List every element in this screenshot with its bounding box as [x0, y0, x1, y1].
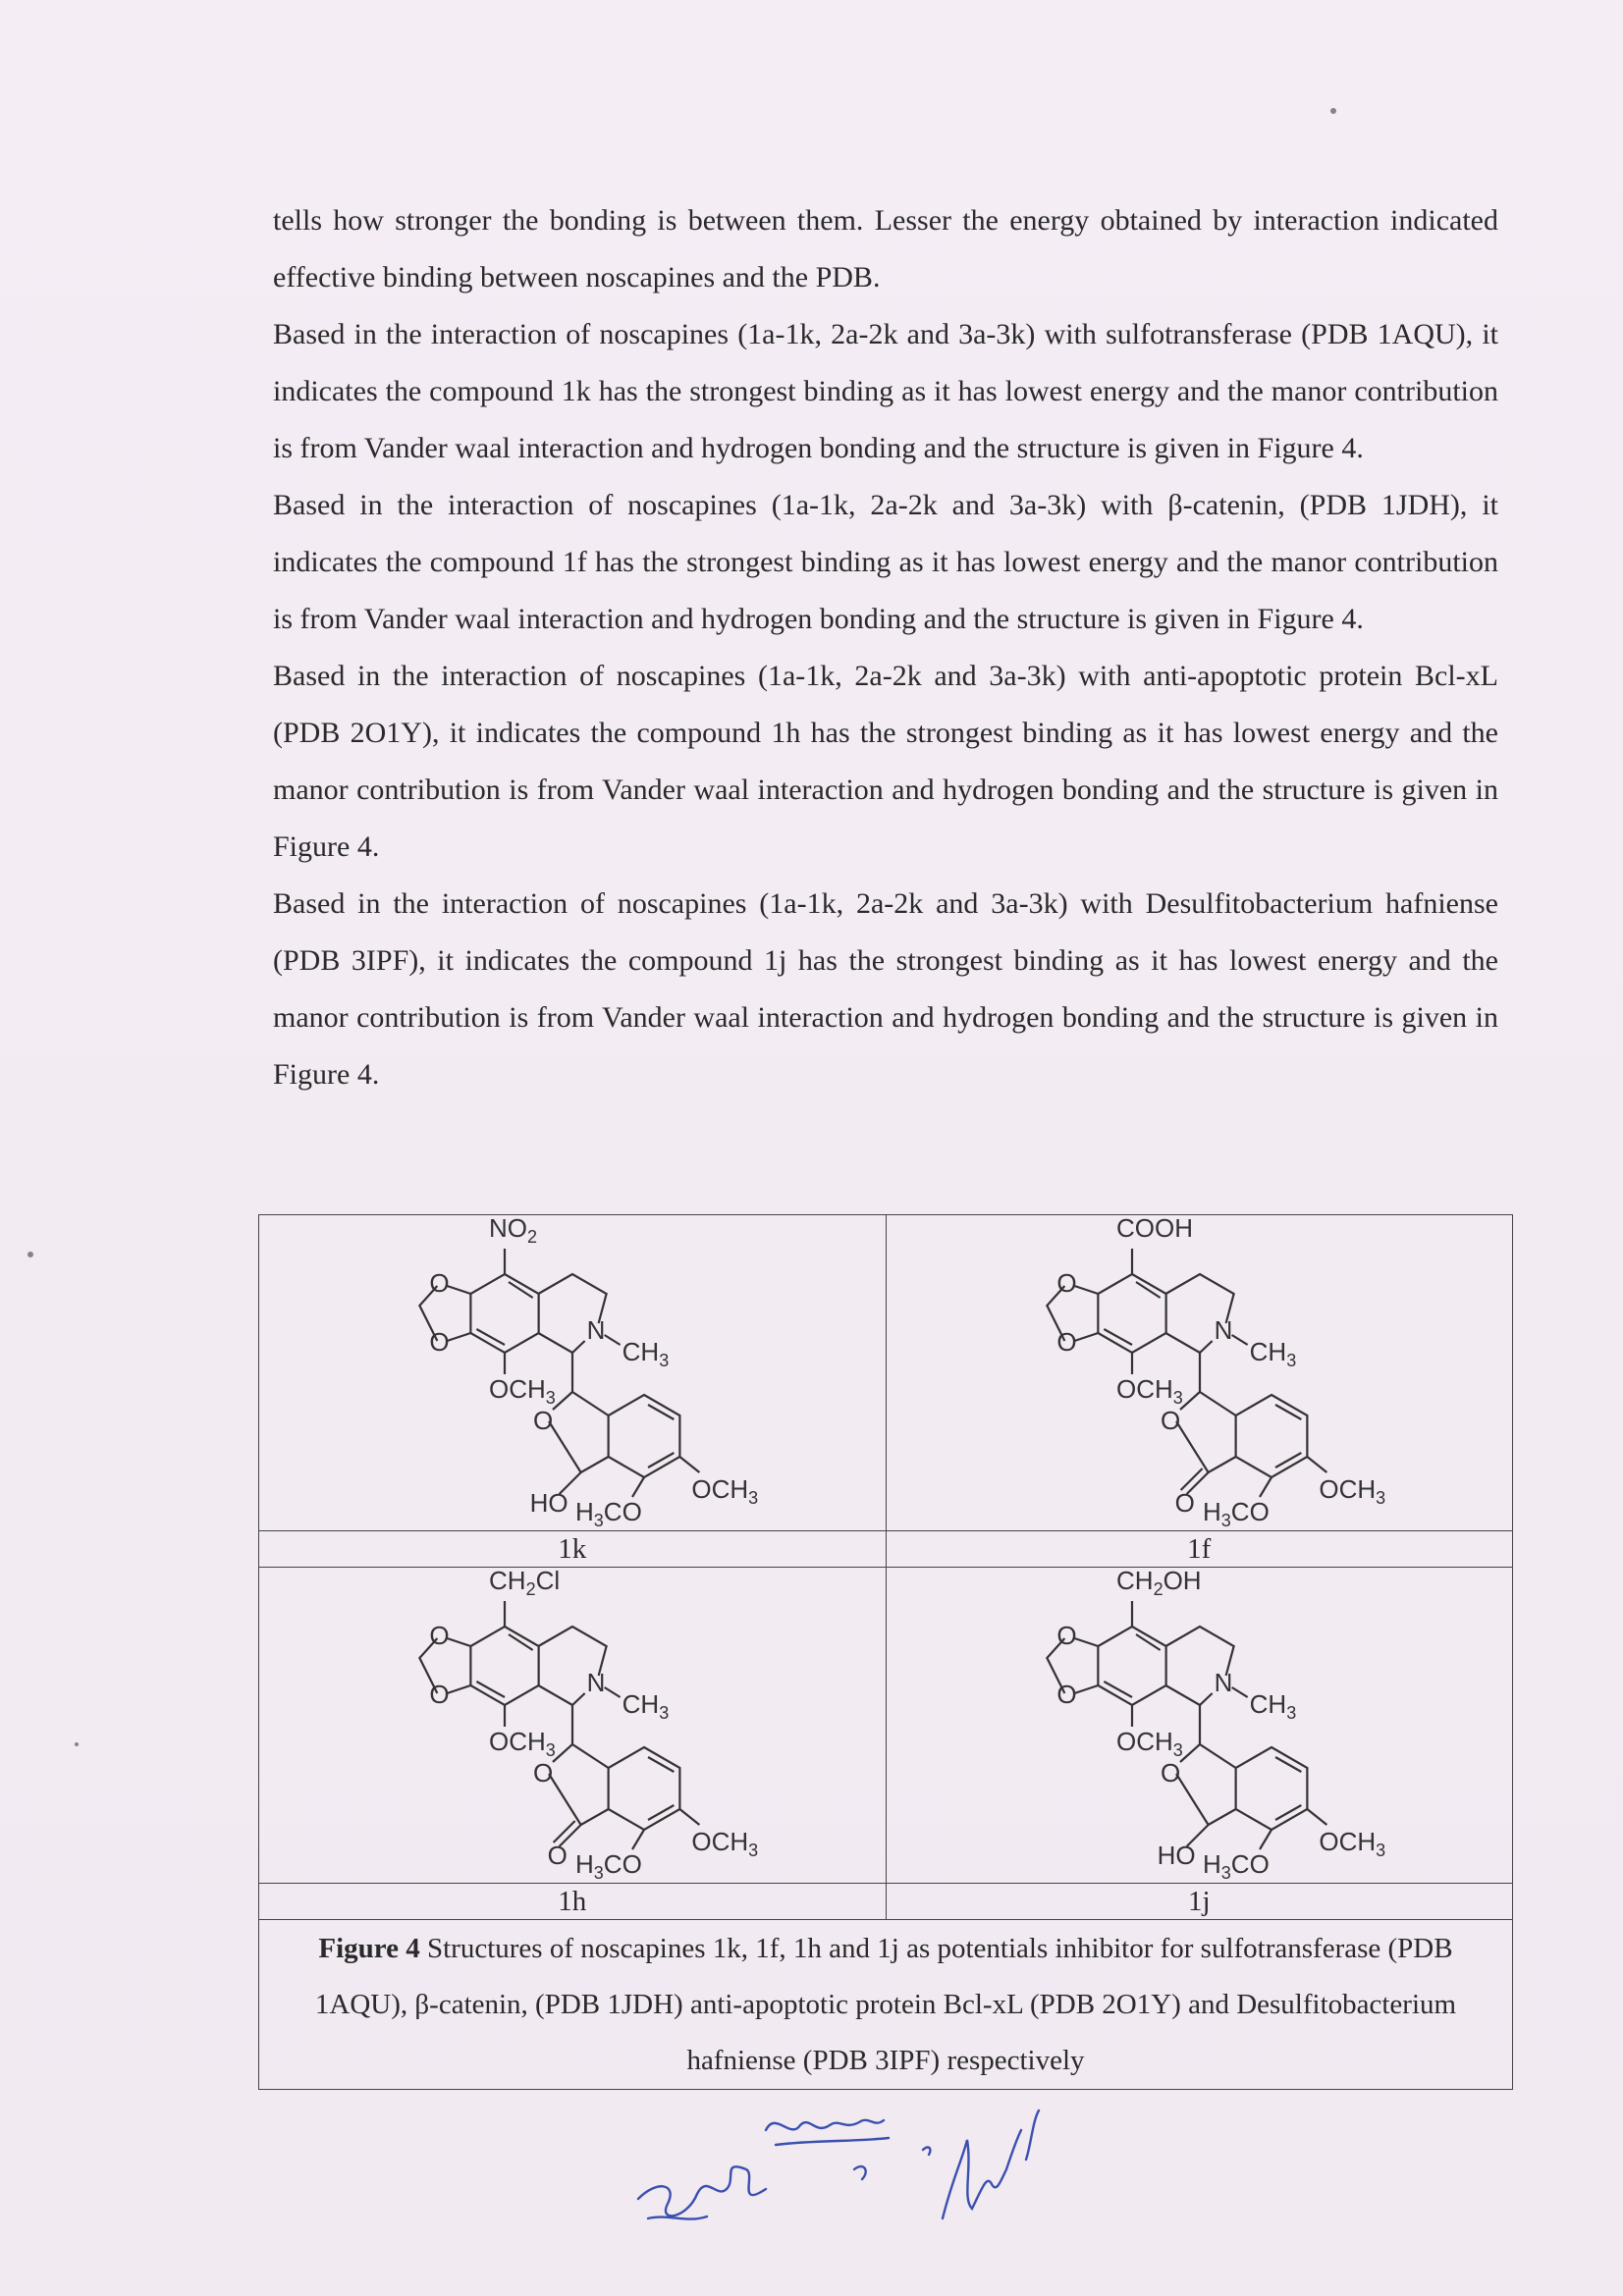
- dioxole-oxygen: O: [429, 1327, 450, 1357]
- methoxy-label: $OCH_3$: [489, 1727, 556, 1760]
- substituent-label: $NO_2$: [489, 1215, 538, 1247]
- signature-3: [943, 2110, 1039, 2218]
- methoxy-label: $OCH_3$: [1318, 1474, 1385, 1508]
- structure-label: 1f: [886, 1531, 1513, 1568]
- dioxole-oxygen: O: [1055, 1327, 1077, 1357]
- lactone-oxygen: O: [1160, 1406, 1180, 1435]
- methoxy-label: $H_3CO$: [575, 1849, 642, 1883]
- methoxy-label: $OCH_3$: [1115, 1374, 1183, 1408]
- structure-label: 1k: [259, 1531, 887, 1568]
- phthalide-ring: [609, 1395, 680, 1477]
- n-methyl-label: $CH_3$: [1249, 1689, 1296, 1723]
- nitrogen-label: N: [586, 1315, 606, 1345]
- paragraph: Based in the interaction of noscapines (1a-1k, 2a-2k and 3a-3k) with β-catenin, (PDB 1JDH), it indicates the compound 1f has the strongest binding as it has lowest energy and the manor contribution is from Vander waal interaction and hydrogen bonding and the structure is given in Figure 4.: [273, 489, 1498, 635]
- structure-cell-1k: [259, 1215, 887, 1531]
- substituent-label: COOH: [1115, 1215, 1193, 1243]
- n-methyl-label: $CH_3$: [622, 1337, 670, 1370]
- methoxy-label: $H_3CO$: [575, 1497, 642, 1530]
- signature-2: [766, 2120, 889, 2145]
- dioxole-oxygen: O: [429, 1680, 450, 1709]
- page-speck: [1330, 108, 1336, 114]
- lactone-substituent: HO: [1157, 1841, 1196, 1870]
- nitrogen-label: N: [1214, 1668, 1232, 1697]
- molecule-1j: [887, 1568, 1511, 1883]
- n-methyl-label: $CH_3$: [622, 1689, 670, 1723]
- structure-cell-1j: [886, 1568, 1513, 1884]
- handwritten-signatures: [628, 2101, 1100, 2248]
- benzene-ring: [470, 1627, 538, 1705]
- phthalide-ring: [1235, 1747, 1307, 1830]
- dioxole-oxygen: O: [1055, 1680, 1077, 1709]
- methoxy-label: $OCH_3$: [1115, 1727, 1183, 1760]
- nitrogen-label: N: [586, 1668, 606, 1697]
- structure-label: 1j: [886, 1884, 1513, 1920]
- substituent-label: $CH_2OH$: [1115, 1568, 1202, 1599]
- paragraph: Based in the interaction of noscapines (1a-1k, 2a-2k and 3a-3k) with sulfotransferase (PDB 1AQU), it indicates the compound 1k has the strongest binding as it has lowest energy and the manor contribution is from Vander waal interaction and hydrogen bonding and the structure is given in Figure 4.: [273, 318, 1498, 464]
- methoxy-label: $OCH_3$: [1318, 1827, 1385, 1860]
- page-speck: [27, 1252, 33, 1257]
- paragraph: Based in the interaction of noscapines (1a-1k, 2a-2k and 3a-3k) with anti-apoptotic protein Bcl-xL (PDB 2O1Y), it indicates the compound 1h has the strongest binding as it has lowest energy and the manor contribution is from Vander waal interaction and hydrogen bonding and the structure is given in Figure 4.: [273, 660, 1498, 863]
- paragraph: Based in the interaction of noscapines (1a-1k, 2a-2k and 3a-3k) with Desulfitobacterium hafniense (PDB 3IPF), it indicates the compound 1j has the strongest binding as it has lowest energy and the manor contribution is from Vander waal interaction and hydrogen bonding and the structure is given in Figure 4.: [273, 887, 1498, 1091]
- signature-1-underline: [648, 2216, 707, 2219]
- benzene-ring: [1098, 1274, 1165, 1353]
- figure-caption: [259, 1920, 1513, 2090]
- lactone-oxygen: O: [1160, 1758, 1180, 1788]
- structure-label: 1h: [259, 1884, 887, 1920]
- lactone-substituent: O: [547, 1841, 568, 1870]
- dioxole-oxygen: O: [429, 1621, 450, 1650]
- phthalide-ring: [609, 1747, 680, 1830]
- methoxy-label: $OCH_3$: [489, 1374, 556, 1408]
- lactone-oxygen: O: [533, 1406, 554, 1435]
- figure-4-table: [258, 1214, 1513, 2090]
- structure-cell-1f: [886, 1215, 1513, 1531]
- methoxy-label: $H_3CO$: [1202, 1497, 1270, 1530]
- dioxole-oxygen: O: [429, 1268, 450, 1298]
- page-speck: [75, 1742, 79, 1746]
- caption-label: Figure 4: [318, 1932, 420, 1964]
- lactone-substituent: O: [1174, 1488, 1195, 1518]
- phthalide-ring: [1235, 1395, 1307, 1477]
- substituent-label: $CH_2Cl$: [489, 1568, 561, 1599]
- n-methyl-label: $CH_3$: [1249, 1337, 1296, 1370]
- caption-text: Structures of noscapines 1k, 1f, 1h and 1j as potentials inhibitor for sulfotransferase (PDB 1AQU), β-catenin, (PDB 1JDH) anti-apoptotic protein Bcl-xL (PDB 2O1Y) and Desulfitobacterium hafniense (PDB 3IPF) respectively: [314, 1932, 1457, 2076]
- benzene-ring: [1098, 1627, 1165, 1705]
- molecule-1k: [259, 1215, 884, 1530]
- methoxy-label: $H_3CO$: [1202, 1849, 1270, 1883]
- molecule-1h: [259, 1568, 884, 1883]
- benzene-ring: [470, 1274, 538, 1353]
- dioxole-oxygen: O: [1055, 1621, 1077, 1650]
- lactone-oxygen: O: [533, 1758, 554, 1788]
- molecule-1f: [887, 1215, 1511, 1530]
- lactone-substituent: HO: [529, 1488, 568, 1518]
- signature-3-mark: [923, 2148, 930, 2155]
- signature-1: [638, 2166, 766, 2216]
- dioxole-oxygen: O: [1055, 1268, 1077, 1298]
- body-text: [273, 192, 1498, 1103]
- paragraph: tells how stronger the bonding is between them. Lesser the energy obtained by interaction indicated effective binding between noscapines and the PDB.: [273, 204, 1498, 294]
- methoxy-label: $OCH_3$: [691, 1827, 759, 1860]
- methoxy-label: $OCH_3$: [691, 1474, 759, 1508]
- signature-2-mark: [854, 2166, 866, 2179]
- structure-cell-1h: [259, 1568, 887, 1884]
- nitrogen-label: N: [1214, 1315, 1232, 1345]
